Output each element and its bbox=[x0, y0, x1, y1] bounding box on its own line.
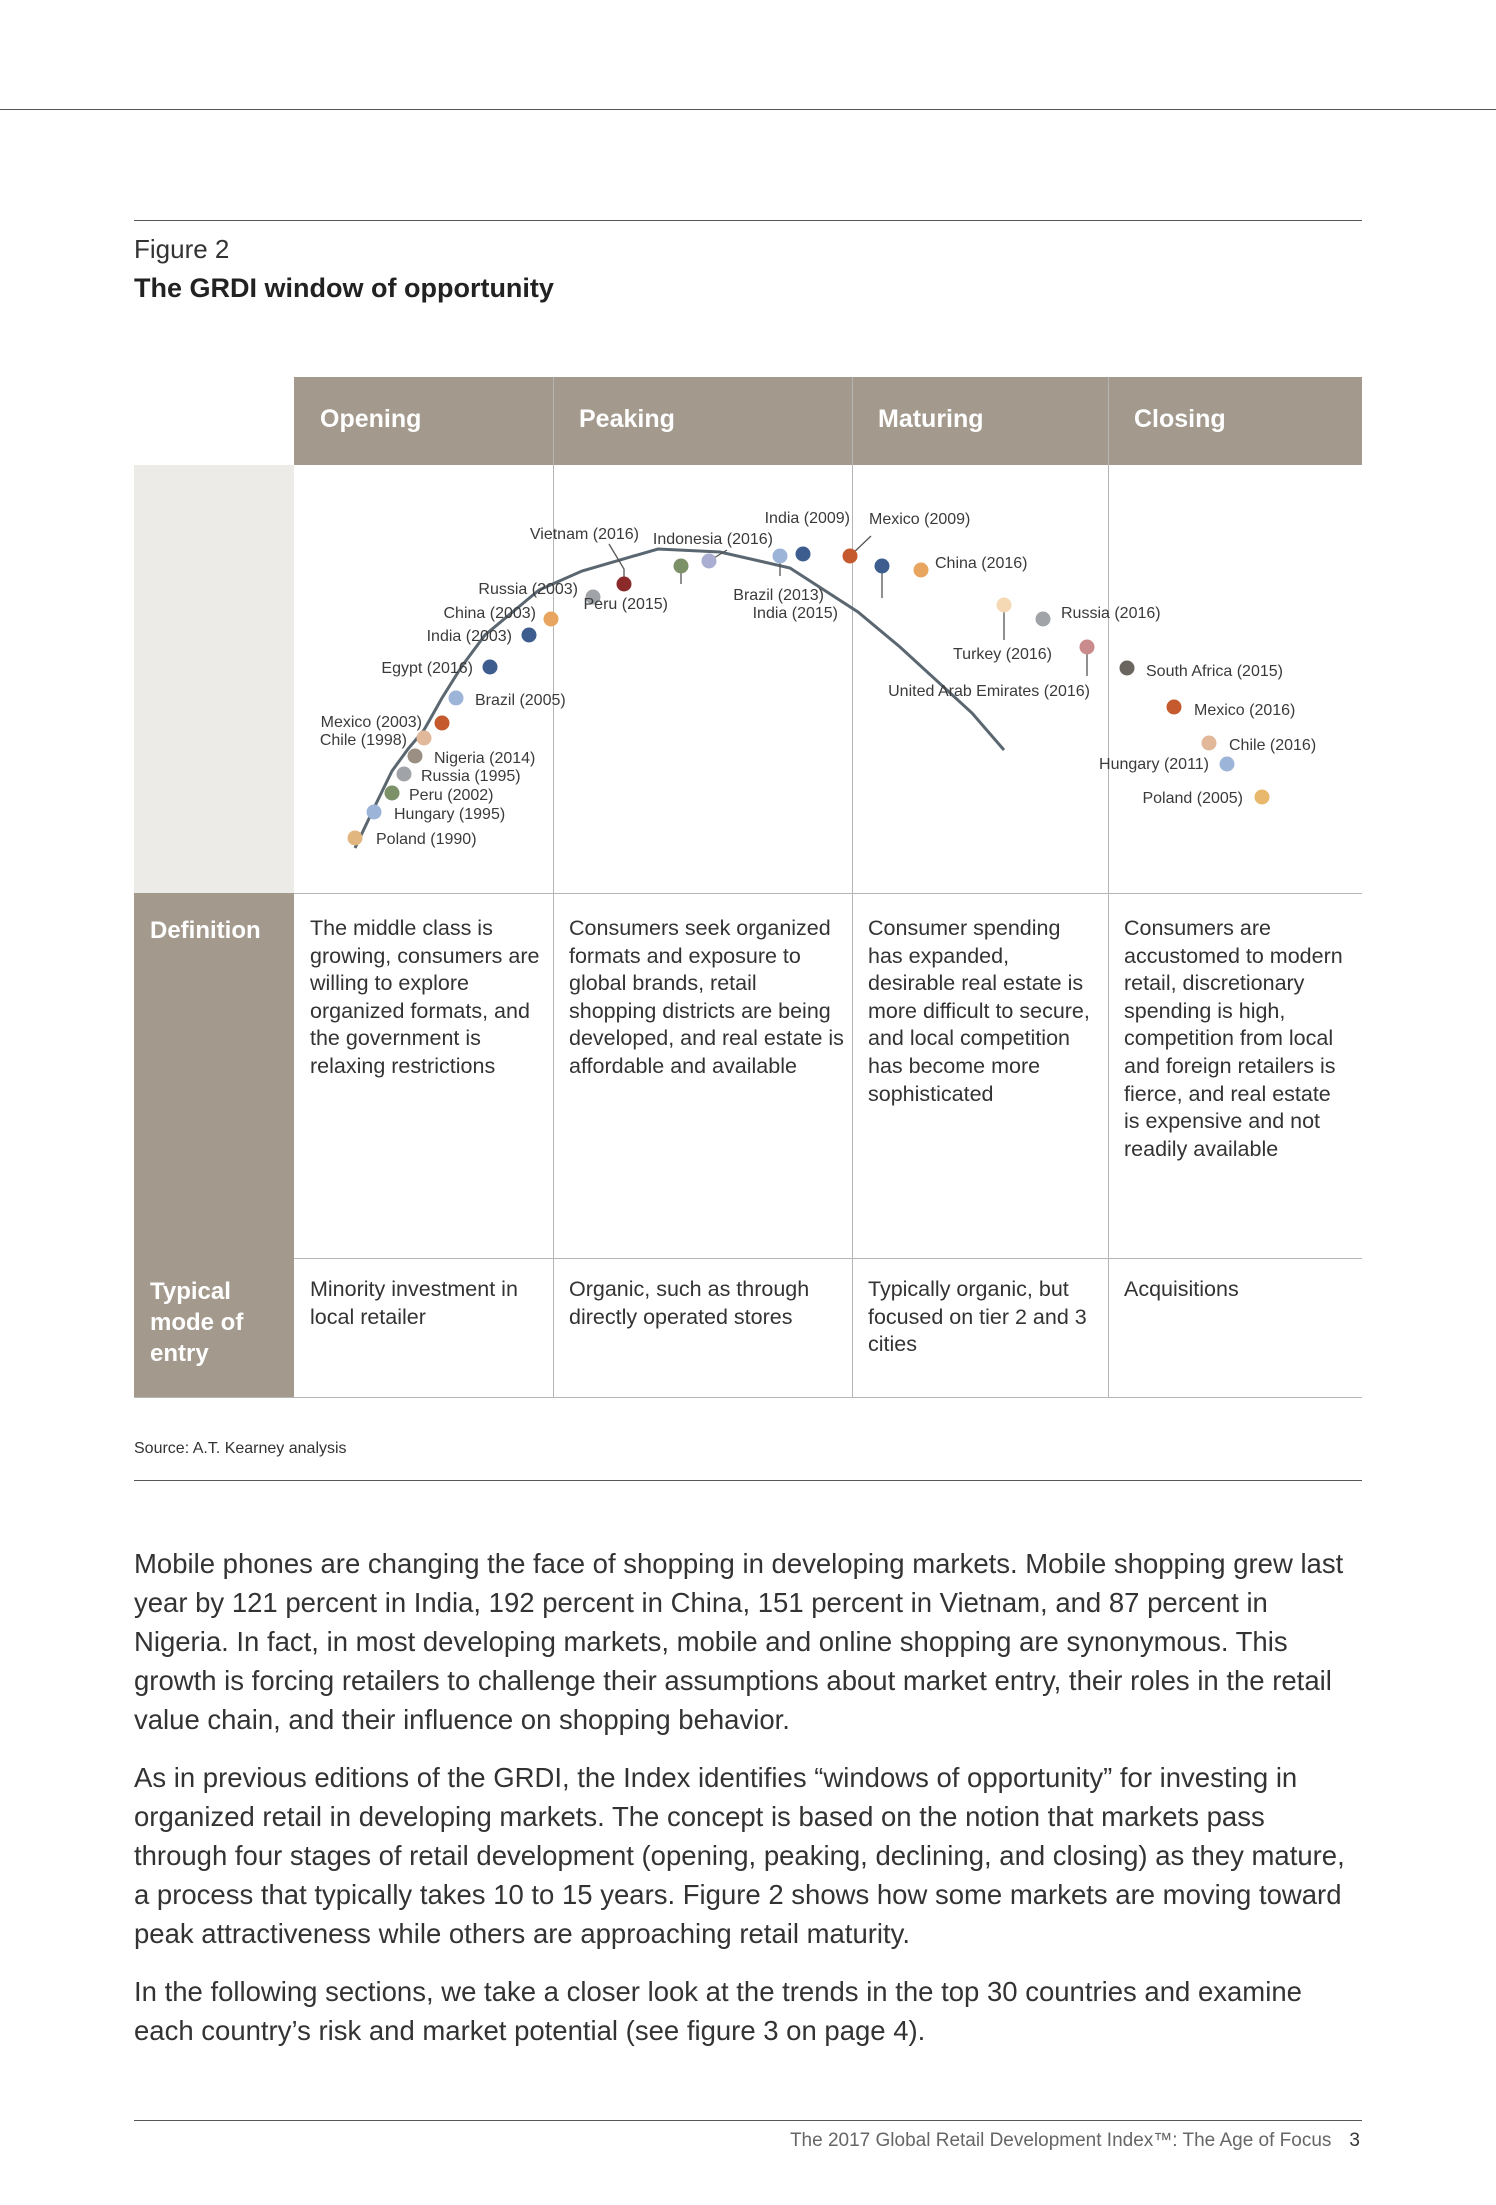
market-marker bbox=[1220, 757, 1235, 772]
market-marker bbox=[914, 563, 929, 578]
market-marker bbox=[1202, 736, 1217, 751]
source-note: Source: A.T. Kearney analysis bbox=[134, 1440, 347, 1457]
definition-opening: The middle class is growing, consumers are willing to explore organized formats, and the government is relaxing restrictions bbox=[310, 916, 540, 1078]
market-marker-label: China (2003) bbox=[443, 605, 536, 622]
market-marker-label: Chile (1998) bbox=[319, 732, 407, 749]
market-marker bbox=[435, 716, 450, 731]
figure-bottom-rule bbox=[134, 1480, 1362, 1481]
market-marker bbox=[408, 749, 423, 764]
market-marker-label: Russia (2003) bbox=[478, 581, 578, 598]
stage-header-peaking: Peaking bbox=[553, 377, 852, 465]
grid-divider bbox=[294, 893, 1362, 894]
market-marker-label: India (2015) bbox=[752, 605, 838, 622]
entry-row-label: Typical mode of entry bbox=[150, 1278, 244, 1367]
entry-maturing: Typically organic, but focused on tier 2 and 3 cities bbox=[868, 1277, 1087, 1357]
market-marker bbox=[674, 559, 689, 574]
market-marker-label: Mexico (2009) bbox=[869, 511, 971, 528]
market-marker-label: Turkey (2016) bbox=[953, 646, 1052, 663]
figure-label: Figure 2 bbox=[134, 234, 230, 264]
page-footer bbox=[790, 2130, 1360, 2152]
entry-row-stub bbox=[134, 1258, 294, 1397]
market-marker bbox=[875, 559, 890, 574]
market-marker-label: Brazil (2013) bbox=[733, 587, 824, 604]
market-marker-label: Nigeria (2014) bbox=[434, 750, 536, 767]
market-marker bbox=[367, 805, 382, 820]
market-marker bbox=[617, 577, 632, 592]
definition-peaking: Consumers seek organized formats and exposure to global brands, retail shopping districts are being developed, and real estate is affordable and available bbox=[569, 916, 844, 1078]
market-marker-label: Russia (1995) bbox=[421, 768, 521, 785]
market-marker bbox=[397, 767, 412, 782]
market-marker bbox=[843, 549, 858, 564]
market-marker bbox=[449, 691, 464, 706]
footer-rule bbox=[134, 2120, 1362, 2121]
body-paragraph: As in previous editions of the GRDI, the Index identifies “windows of opportunity” for investing in organized retail in developing markets. The concept is based on the notion that markets pass through four stages of retail development (opening, peaking, declining, and closing) as they mature, a process that typically takes 10 to 15 years. Figure 2 shows how some markets are moving toward peak attractiveness while others are approaching retail maturity. bbox=[134, 1762, 1345, 1949]
market-marker bbox=[1167, 700, 1182, 715]
definition-row-label: Definition bbox=[150, 917, 261, 944]
market-marker-label: China (2016) bbox=[935, 555, 1028, 572]
grid-divider bbox=[294, 1258, 1362, 1259]
market-marker-label: South Africa (2015) bbox=[1146, 663, 1283, 680]
market-marker-label: Chile (2016) bbox=[1229, 737, 1317, 754]
market-marker-label: Poland (2005) bbox=[1142, 790, 1243, 807]
definition-maturing: Consumer spending has expanded, desirable real estate is more difficult to secure, and local competition has become more sophisticated bbox=[868, 916, 1090, 1106]
market-marker bbox=[348, 831, 363, 846]
entry-closing: Acquisitions bbox=[1124, 1277, 1239, 1301]
market-marker bbox=[483, 660, 498, 675]
chart-row-stub bbox=[134, 465, 294, 893]
body-paragraph: Mobile phones are changing the face of shopping in developing markets. Mobile shopping grew last year by 121 percent in India, 192 percent in China, 151 percent in Vietnam, and 87 percent in Nigeria. In fact, in most developing markets, mobile and online shopping are synonymous. This growth is forcing retailers to challenge their assumptions about market entry, their roles in the retail value chain, and their influence on shopping behavior. bbox=[134, 1548, 1344, 1735]
figure-title: The GRDI window of opportunity bbox=[134, 273, 554, 303]
opportunity-curve-chart bbox=[294, 465, 1362, 893]
stage-header-opening: Opening bbox=[294, 377, 553, 465]
market-marker bbox=[385, 786, 400, 801]
top-rule bbox=[0, 109, 1496, 110]
market-marker-label: India (2003) bbox=[426, 628, 512, 645]
market-marker bbox=[773, 549, 788, 564]
market-marker-label: Egypt (2016) bbox=[381, 660, 473, 677]
market-marker-label: Mexico (2003) bbox=[320, 714, 422, 731]
market-marker-label: Hungary (2011) bbox=[1099, 756, 1209, 773]
body-paragraph: In the following sections, we take a closer look at the trends in the top 30 countries and examine each country’s risk and market potential (see figure 3 on page 4). bbox=[134, 1976, 1302, 2046]
market-marker-label: United Arab Emirates (2016) bbox=[888, 683, 1090, 700]
market-marker-label: India (2009) bbox=[764, 510, 850, 527]
market-marker-label: Russia (2016) bbox=[1061, 605, 1161, 622]
market-marker bbox=[796, 547, 811, 562]
entry-peaking: Organic, such as through directly operated stores bbox=[569, 1277, 810, 1329]
market-marker bbox=[544, 612, 559, 627]
footer-title: The 2017 Global Retail Development Index™: The Age of Focus bbox=[789, 2130, 1332, 2151]
market-marker bbox=[1255, 790, 1270, 805]
market-marker-label: Poland (1990) bbox=[376, 831, 477, 848]
market-marker-label: Peru (2002) bbox=[409, 787, 494, 804]
market-marker-label: Vietnam (2016) bbox=[529, 526, 639, 543]
market-marker bbox=[522, 628, 537, 643]
market-marker-label: Hungary (1995) bbox=[394, 806, 506, 823]
definition-closing: Consumers are accustomed to modern retail, discretionary spending is high, competition from local and foreign retailers is fierce, and real estate is expensive and not readily available bbox=[1124, 916, 1343, 1161]
grid-divider bbox=[134, 1397, 1362, 1398]
market-marker bbox=[1120, 661, 1135, 676]
stage-header-maturing: Maturing bbox=[852, 377, 1108, 465]
market-marker bbox=[997, 598, 1012, 613]
market-marker-label: Mexico (2016) bbox=[1194, 702, 1296, 719]
market-marker bbox=[1036, 612, 1051, 627]
market-marker bbox=[1080, 640, 1095, 655]
entry-opening: Minority investment in local retailer bbox=[310, 1277, 518, 1329]
stage-header-closing: Closing bbox=[1108, 377, 1362, 465]
definition-row-stub bbox=[134, 893, 294, 1258]
market-marker bbox=[417, 731, 432, 746]
figure-top-rule bbox=[134, 220, 1362, 221]
market-marker-label: Peru (2015) bbox=[583, 596, 668, 613]
page-number: 3 bbox=[1349, 2130, 1360, 2151]
market-marker-label: Indonesia (2016) bbox=[652, 531, 773, 548]
market-marker bbox=[702, 554, 717, 569]
market-marker-label: Brazil (2005) bbox=[475, 692, 566, 709]
